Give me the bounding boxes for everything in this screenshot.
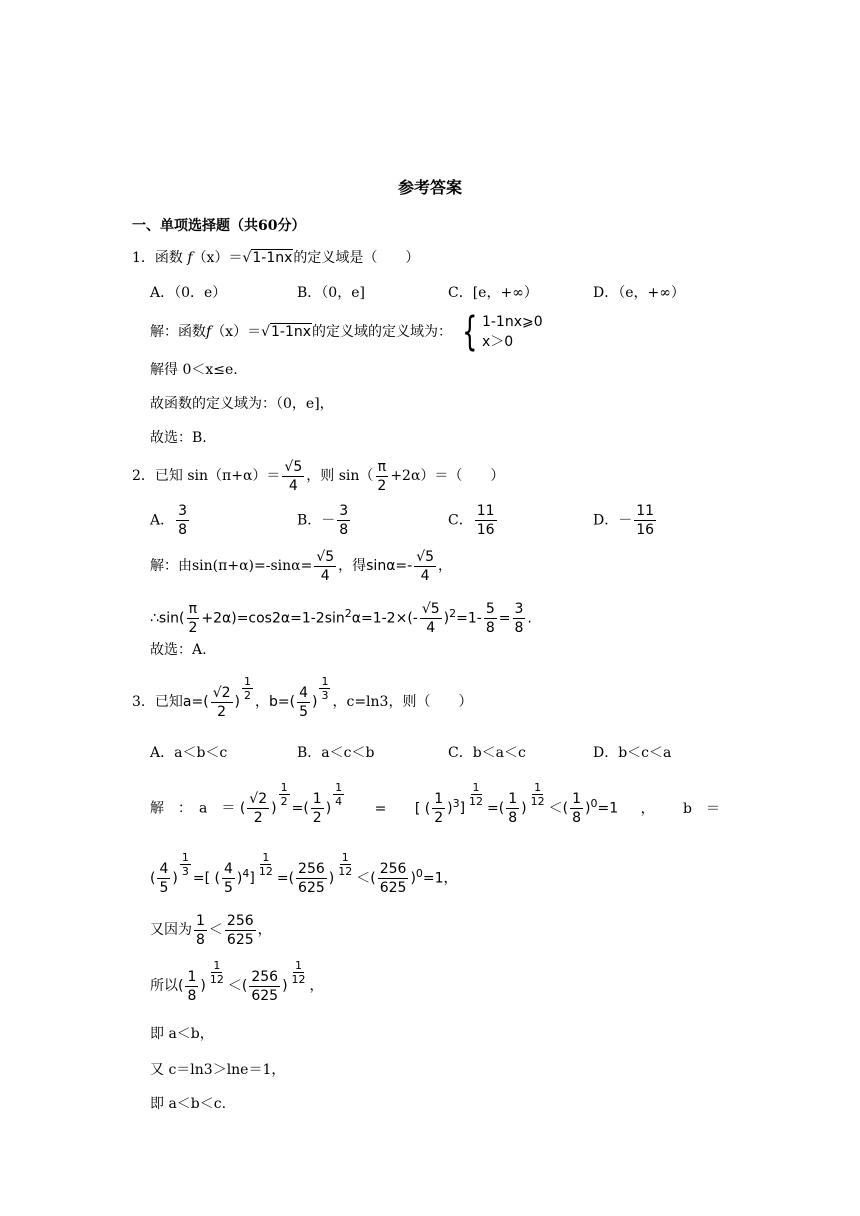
q2-sol1-den-1: 4: [320, 567, 330, 584]
q3-sol4-exp12b-num: 1: [295, 958, 303, 972]
q3-option-c: C．b＜a＜c: [448, 745, 526, 761]
q3-sol1-exp-quarter: [333, 781, 344, 808]
q3-sol4-lp-2: (: [241, 978, 248, 994]
q3-sol3-frac-256: [225, 912, 256, 949]
q1-option-d: D．（e，+∞）: [593, 285, 685, 301]
q2-sol2-n5: 5: [485, 601, 495, 618]
q2-sol2-frac-sqrt5: [420, 600, 442, 637]
q3-exp-half: [242, 675, 253, 702]
q3-stem: [132, 674, 473, 724]
left-brace-icon: {: [461, 309, 477, 355]
q3-sol1-eighth-den: 8: [508, 810, 518, 827]
q3-sol3-n1: 1: [196, 912, 205, 929]
q3-sol4-exp12-num: 1: [213, 958, 221, 972]
q3-sol2-eq-2: =: [276, 870, 289, 887]
q3-n4: 4: [299, 684, 309, 701]
q3-sol2-eq1comma: =1，: [422, 870, 458, 887]
q2-solution-2: [150, 594, 532, 639]
q3-exp-third-num: 1: [321, 674, 329, 688]
q2-option-b-frac: [337, 502, 350, 539]
q3-sol2-exp-4: 4: [242, 867, 250, 880]
q3-sol2-lp: (: [150, 870, 156, 887]
q2-stem: [132, 456, 504, 496]
q3-sol2-frac-256: [296, 860, 327, 897]
q3-sol1-half2-den: 2: [434, 810, 444, 827]
q1-radicand-2: 1-1nx: [271, 324, 312, 340]
q3-option-d: D．b＜c＜a: [593, 745, 672, 761]
q3-sol2-n625b: 625: [379, 880, 407, 897]
q3-solution-6: 又 c＝ln3＞lne＝1，: [150, 1062, 286, 1078]
q2-option-d-label: D．－: [593, 512, 633, 529]
q3-sol1-frac-sqrt2: [247, 790, 269, 827]
q3-sol1-lp-5: (: [562, 800, 569, 817]
q3-sol2-rp-2: ): [236, 870, 243, 887]
q3-solution-3: [150, 910, 272, 950]
q1-option-b: B．（0，e]: [297, 285, 365, 301]
q2-option-b-den: 8: [339, 522, 349, 538]
q2-sol2-b: +2α)=cos2α=1-2sin: [201, 610, 345, 627]
q3-sol2-exp-12: [257, 851, 275, 878]
q3-sol3-label: 又因为: [150, 922, 192, 938]
q3-frac-4-5: [297, 684, 310, 721]
q1-stem-prefix: 1．函数: [132, 250, 183, 266]
q3-sol4-n1: 1: [187, 968, 197, 985]
q3-sol1-exp-12b: [529, 781, 547, 808]
q3-sol2-frac-4-5: [157, 860, 170, 897]
q3-sol1-exp-12: [467, 781, 485, 808]
q3-sol4-n256: 256: [251, 968, 279, 985]
q3-sol2-lp-2: (: [288, 870, 295, 887]
q3-solution-1: [150, 782, 720, 831]
q3-sol1-rp-3: ): [447, 800, 453, 817]
q2-sol2-num5: √5: [421, 601, 440, 618]
q3-sol1-frac-half: [311, 790, 324, 827]
q3-sol2-exp-12b: [336, 851, 354, 878]
q3-sol2-n5: 5: [159, 880, 169, 897]
q1-sol1-prefix: 解：函数: [150, 324, 206, 340]
q2-option-c-frac: [475, 502, 497, 539]
q3-sol2-exp12b-den: 12: [338, 865, 353, 879]
q3-sol1-eq-1: =: [291, 800, 304, 817]
q3-sol1-label: 解 ： a ＝: [150, 800, 236, 817]
q3-frac-sqrt2-2: [211, 684, 233, 721]
q3-sol2-frac-256b: [378, 860, 409, 897]
q3-rp-1: ): [234, 694, 240, 710]
q2-stem-prefix: 2．已知 sin（π+α）＝: [132, 468, 281, 484]
q2-option-c: [448, 502, 499, 539]
q3-sol1-exp12-num: 1: [472, 781, 480, 795]
q3-sol3-comma: ，: [257, 922, 272, 938]
q3-sol2-rb: ]: [249, 870, 255, 887]
q3-a-eq: a=(: [182, 694, 209, 710]
q3-sol2-lp-3: (: [370, 870, 376, 887]
q2-sol2-n8: 8: [485, 620, 495, 637]
q3-sol4-rp: ): [200, 978, 206, 994]
q3-stem-suffix: ，c=ln3，则（ ）: [332, 694, 473, 710]
q2-frac-pi: π: [377, 458, 387, 475]
q3-sol1-exp-quarter-num: 1: [335, 781, 343, 795]
q2-sol2-frac-3-8: [513, 600, 526, 637]
q1-f-2: f: [206, 324, 212, 340]
q3-solution-2: [150, 852, 458, 901]
q3-sol1-exp-0: 0: [590, 797, 598, 810]
q2-stem-suffix: +2α）＝（ ）: [390, 468, 505, 484]
q3-sol1-eq1: =1: [597, 800, 619, 817]
q2-sol2-sq: 2: [344, 607, 352, 620]
q2-sol1-b: ，得sinα=-: [338, 558, 413, 574]
q3-sol1-rp-4: ): [521, 800, 527, 817]
q2-solution-3: 故选：A.: [150, 642, 207, 658]
q3-solution-4: [150, 958, 324, 1006]
q3-solution-7: 即 a＜b＜c.: [150, 1096, 227, 1112]
q2-option-a-den: 8: [178, 522, 188, 538]
q3-sol2-frac-4-5b: [222, 860, 235, 897]
q3-sol1-two: 2: [253, 810, 263, 827]
q3-sol2-rp-3: ): [328, 870, 335, 887]
q2-option-d-frac: [634, 502, 656, 539]
q2-sol2-e: =1-: [456, 610, 482, 627]
q2-frac-two: 2: [377, 477, 387, 494]
q3-sol1-comma: ，: [640, 800, 655, 817]
q3-sol1-frac-eighth: [506, 790, 519, 827]
q2-sol1-frac-2: [414, 548, 436, 585]
q1-option-a: A．（0．e）: [150, 285, 227, 301]
q2-option-a: [150, 502, 191, 539]
q3-sol2-exp-third-num: 1: [181, 851, 189, 865]
q2-sol2-frac-pi: [186, 600, 199, 637]
q3-exp-half-den: 2: [244, 688, 251, 702]
q3-sol1-half2-num: 1: [434, 791, 444, 808]
section-heading: 一、单项选择题（共60分）: [132, 218, 306, 234]
q3-sol1-exp-half: [279, 781, 290, 808]
q3-exp-half-num: 1: [244, 674, 251, 688]
q3-sol4-exp-12: [208, 959, 226, 986]
q3-sol1-eq-3: =: [487, 800, 499, 817]
q2-frac-pi-2: [375, 458, 388, 495]
q2-frac-sqrt5-4: [282, 458, 304, 495]
q3-sol4-lp: (: [178, 978, 184, 994]
q3-sol4-exp12-den: 12: [209, 972, 224, 986]
q1-solution-4: 故选：B.: [150, 430, 207, 446]
q2-sol2-n3: 3: [514, 601, 524, 618]
q2-sol2-d: ): [443, 610, 450, 627]
q2-sol1-den-2: 4: [420, 567, 430, 584]
q3-sol1-half-num: 1: [312, 791, 322, 808]
q3-sol3-n8: 8: [196, 931, 205, 948]
q3-sol1-eighth2-den: 8: [572, 810, 582, 827]
q2-sol2-dot: .: [527, 610, 532, 627]
q3-sol1-sqrt2: √2: [249, 791, 268, 808]
q1-option-c: C．[e，+∞）: [448, 285, 538, 301]
q2-sol2-a: ∴sin(: [150, 610, 185, 627]
q3-sol1-frac-half-2: [432, 790, 445, 827]
q2-sol2-pi: π: [188, 601, 198, 618]
page-title: 参考答案: [397, 178, 462, 197]
q3-sol2-n5b: 5: [223, 880, 233, 897]
q3-sol1-exp-quarter-den: 4: [335, 795, 343, 809]
q1-inequality-system: [457, 309, 543, 355]
q3-sol1-lp-4: (: [498, 800, 505, 817]
q1-sol1-mid: 的定义域的定义域为：: [312, 324, 453, 340]
q3-sol2-lt: ＜: [356, 870, 371, 887]
q2-option-a-num: 3: [178, 503, 188, 519]
q3-sol2-exp-third: [180, 851, 191, 878]
q3-sol1-exp-3: 3: [452, 797, 460, 810]
q3-n5: 5: [299, 703, 309, 720]
q2-option-c-label: C．: [448, 512, 473, 529]
q2-sol1-num-2: √5: [416, 548, 435, 565]
q3-two: 2: [217, 703, 227, 720]
q3-sol1-frac-eighth-2: [570, 790, 583, 827]
q2-option-d-num: 11: [636, 503, 655, 519]
q3-sol1-lb: [ (: [414, 800, 431, 817]
q3-sol2-rp: ): [172, 870, 178, 887]
q1-x-part-2: （x）＝: [211, 324, 262, 340]
q3-sol1-eighth-num: 1: [508, 791, 518, 808]
q3-sqrt2: √2: [212, 684, 231, 701]
q3-sol1-exp12b-num: 1: [534, 781, 542, 795]
q2-sol2-two: 2: [188, 620, 198, 637]
q2-solution-1: 解：由sin(π+α)=-sinα= $\frac{√5}{4}$ ，得sinα=- $\frac{√5}{4}$ ，: [150, 548, 453, 584]
q3-sol4-rp-2: ): [282, 978, 288, 994]
q2-frac-num: √5: [284, 458, 303, 475]
q1-solution-2: 解得 0＜x≤e.: [150, 362, 238, 378]
q3-sol2-n256b: 256: [379, 861, 407, 878]
q2-sol2-eq: =: [498, 610, 511, 627]
q3-sol1-rp-2: ): [325, 800, 332, 817]
q2-sol2-den4: 4: [426, 620, 436, 637]
q3-sol1-exp-half-den: 2: [280, 795, 288, 809]
q3-sol4-n8: 8: [187, 987, 197, 1004]
q1-solution-3: 故函数的定义域为：（0，e]，: [150, 396, 334, 412]
q3-sol2-exp12-num: 1: [262, 851, 270, 865]
q3-sol4-n625: 625: [251, 987, 279, 1004]
q2-option-c-den: 16: [476, 522, 495, 538]
q3-sol1-rp-5: ): [585, 800, 591, 817]
q3-sol2-rp-4: ): [410, 870, 416, 887]
q1-f: f: [187, 250, 193, 266]
q2-sol2-frac-5-8: [484, 600, 497, 637]
q1-sys-row2: x＞0: [481, 334, 514, 350]
q3-sol3-n625: 625: [226, 931, 254, 948]
q2-option-c-num: 11: [476, 503, 495, 519]
q3-sol1-eq-2: =: [374, 800, 387, 817]
q3-sol2-lb: [ (: [204, 870, 220, 887]
q3-sol2-exp-0: 0: [415, 867, 423, 880]
q3-sol1-exp12b-den: 12: [530, 795, 545, 809]
q3-option-a: A．a＜b＜c: [150, 745, 228, 761]
q3-exp-third: [319, 675, 330, 702]
q3-sol3-lt: ＜: [208, 922, 223, 938]
q2-sol2-n8-2: 8: [514, 620, 524, 637]
q3-option-b: B．a＜c＜b: [297, 745, 375, 761]
q3-sol3-frac-eighth: [194, 912, 207, 949]
q1-radicand: 1-1nx: [252, 250, 293, 266]
q2-option-a-frac: [176, 502, 189, 539]
q2-option-d: [593, 502, 658, 539]
q3-sol4-frac-256: [249, 968, 280, 1005]
q2-sol2-sq-2: 2: [449, 607, 457, 620]
q3-sol1-exp-half-num: 1: [280, 781, 288, 795]
q3-exp-third-den: 3: [321, 688, 329, 702]
q3-sol2-eq-1: =: [192, 870, 205, 887]
q3-solution-5: 即 a＜b，: [150, 1026, 214, 1042]
q3-sol2-exp12b-num: 1: [341, 851, 349, 865]
q3-sol1-rb: ]: [459, 800, 466, 817]
q1-solution-1: 解：函数f（x）＝√1-1nx的定义域的定义域为： { 1-1nx⩾0 x＞0: [150, 309, 543, 355]
q3-sol4-exp-12b: [290, 959, 308, 986]
q1-x-part: （x）＝: [192, 250, 243, 266]
q3-sol4-lt: ＜: [227, 978, 242, 994]
q3-sol3-n256: 256: [226, 912, 254, 929]
q3-sol1-exp12-den: 12: [469, 795, 484, 809]
q2-option-b-num: 3: [339, 503, 349, 519]
q2-stem-mid: ，则 sin（: [306, 468, 374, 484]
q3-sol2-n4: 4: [159, 861, 169, 878]
q3-sol2-exp-third-den: 3: [181, 865, 189, 879]
q3-sol1-half-den: 2: [312, 810, 322, 827]
q2-sol1-a: 解：由sin(π+α)=-sinα=: [150, 558, 313, 574]
q3-sol1-b: b ＝: [683, 800, 721, 817]
q3-sol4-exp12b-den: 12: [291, 972, 306, 986]
q3-sol1-lp: (: [239, 800, 246, 817]
q3-sol1-rp: ): [271, 800, 277, 817]
q3-sol4-frac-eighth: [185, 968, 198, 1005]
q3-sol2-n4b: 4: [223, 861, 233, 878]
q2-option-d-den: 16: [636, 522, 655, 538]
q3-stem-prefix: 3．已知: [132, 694, 183, 710]
q3-sol4-comma: ，: [309, 978, 324, 994]
q2-sol2-c: α=1-2×(-: [351, 610, 418, 627]
q1-stem-suffix: 的定义域是（ ）: [293, 250, 420, 266]
q1-sys-row1: 1-1nx⩾0: [481, 314, 543, 330]
q3-sol2-n256: 256: [298, 861, 325, 878]
q3-sol2-exp12-den: 12: [258, 865, 273, 879]
q2-option-b: [297, 502, 352, 539]
q3-sol4-label: 所以: [150, 978, 178, 994]
q3-sol2-n625: 625: [298, 880, 325, 897]
q2-option-b-label: B．－: [297, 512, 336, 529]
q3-sol1-eighth2-num: 1: [572, 791, 582, 808]
q2-option-a-label: A．: [150, 512, 175, 529]
q3-sol1-lt: ＜: [548, 800, 563, 817]
q3-sol1-lp-2: (: [303, 800, 309, 817]
q3-b-eq: ，b=(: [255, 694, 296, 710]
q2-sol1-frac-1: [314, 548, 336, 585]
q1-stem: 1．函数 f（x）＝√1-1nx的定义域是（ ）: [132, 250, 420, 266]
q2-frac-den: 4: [288, 477, 298, 494]
q3-rp-2: ): [312, 694, 318, 710]
q2-sol1-num-1: √5: [316, 548, 335, 565]
